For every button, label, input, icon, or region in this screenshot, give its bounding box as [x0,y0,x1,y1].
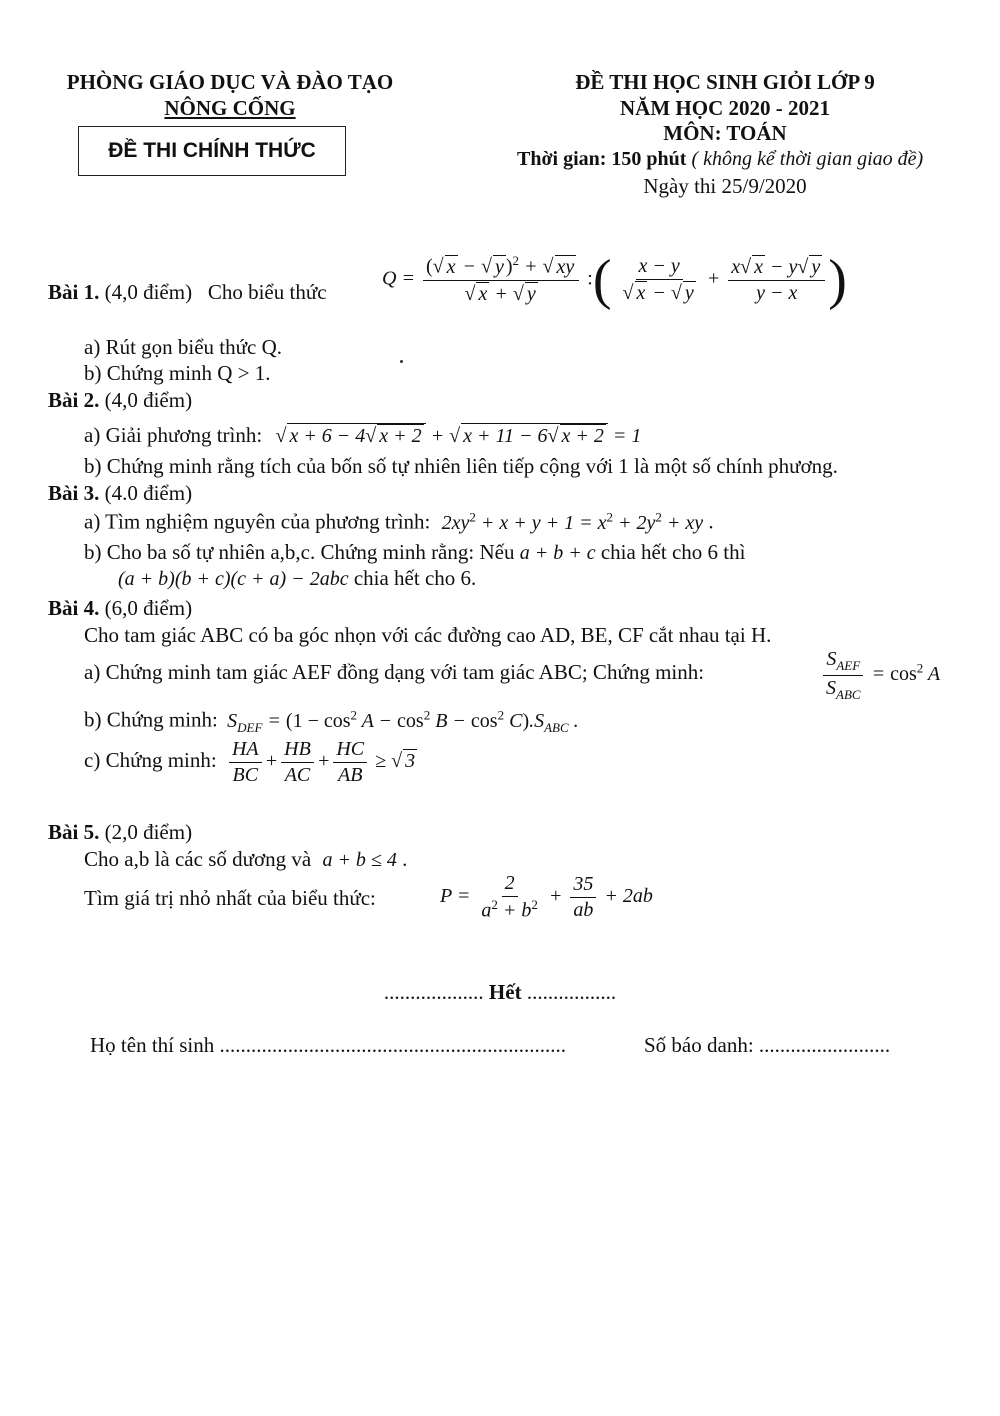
bai3-title: Bài 3. [48,481,100,505]
time-allowed [517,148,923,171]
end-left-dots: ................... [383,980,484,1004]
bai5-condition: a + b ≤ 4 [322,849,397,871]
bai4-part-b [84,707,579,736]
bai2-part-a [84,423,641,448]
candidate-name-dots: .................................................................. [219,1033,566,1057]
bai2-heading [48,388,192,413]
bai4-points: (6,0 điểm) [104,596,193,620]
candidate-id-dots: ......................... [758,1033,891,1057]
bai2-title: Bài 2. [48,388,100,412]
bai1-formula-Q: Q = $\frac{(√ x - √ y )^2 + √ xy}{√ x + √ y}$ :( $\frac{x - y}{√ x - √ y}$ + $\frac{x√ x - y√ y}{y - x}$ ) [382,249,847,311]
bai5-line1-text: Cho a,b là các số dương và [84,847,312,871]
bai3-part-b-line2 [118,566,476,591]
bai4-part-b-text: b) Chứng minh: [84,707,218,732]
bai5-formula-P: P = $\frac{2}{a^2 + b^2}$ + $\frac{35}{ab}$ + 2ab [440,872,653,922]
bai3-part-a-text: a) Tìm nghiệm nguyên của phương trình: [84,509,431,534]
candidate-id-label: Số báo danh: [644,1033,754,1057]
bai2-equation: √ x + 6 − 4√ x + 2 + √ x + 11 − 6√ x + 2 = 1 [275,425,642,447]
bai4-intro: Cho tam giác ABC có ba góc nhọn với các đường cao AD, BE, CF cắt nhau tại H. [84,623,772,647]
bai3-expression: (a + b)(b + c)(c + a) − 2abc [118,568,349,590]
candidate-name-line [90,1033,566,1058]
end-text: Hết [488,980,522,1004]
stray-dot [400,360,403,363]
bai3-heading [48,481,192,506]
exam-title: ĐỀ THI HỌC SINH GIỎI LỚP 9 [575,70,875,94]
exam-date: Ngày thi 25/9/2020 [643,174,807,198]
bai3-condition: a + b + c [519,542,596,564]
bai1-part-a: a) Rút gọn biểu thức Q. [84,335,283,359]
bai2-points: (4,0 điểm) [104,388,193,412]
bai5-heading [48,820,192,845]
bai3-points: (4.0 điểm) [104,481,193,505]
bai4-part-b-formula: $S_{DEF} = (1 - \cos^2 A - \cos^2 B - \cos^2 C).S_{ABC}$ . [227,707,579,735]
bai2-part-a-text: a) Giải phương trình: [84,423,263,447]
bai3-part-a: a) Tìm nghiệm nguyên của phương trình: $2xy^2 + x + y + 1 = x^2 + 2y^2$ + xy . [84,509,714,534]
end-right-dots: ................. [526,980,617,1004]
candidate-id-line [644,1033,890,1058]
bai5-points: (2,0 điểm) [104,820,193,844]
end-marker [380,980,620,1005]
school-year: NĂM HỌC 2020 - 2021 [620,96,830,120]
bai4-part-a-formula: $\frac{S_{AEF}}{S_{ABC}}$ = $\cos^2 A$ [820,648,940,703]
bai5-title: Bài 5. [48,820,100,844]
bai3-part-b-text3: chia hết cho 6. [353,566,477,590]
bai1-part-b: b) Chứng minh Q > 1. [84,361,271,385]
bai1-points: (4,0 điểm) [104,280,193,304]
bai2-part-b: b) Chứng minh rằng tích của bốn số tự nhiên liên tiếp cộng với 1 là một số chính phương. [84,454,838,478]
time-note: ( không kể thời gian giao đề) [691,148,924,170]
bai1-title: Bài 1. [48,280,100,304]
bai4-part-a-text: a) Chứng minh tam giác AEF đồng dạng với tam giác ABC; Chứng minh: [84,660,705,684]
bai3-part-b-text2: chia hết cho 6 thì [600,540,746,564]
bai3-part-b-text1: b) Cho ba số tự nhiên a,b,c. Chứng minh rằng: Nếu [84,540,515,564]
bai4-heading [48,596,192,621]
official-exam-stamp: ĐỀ THI CHÍNH THỨC [78,126,346,176]
bai1-intro: Cho biểu thức [207,280,327,304]
bai3-equation: $2xy^2 + x + y + 1 = x^2 + 2y^2$ + xy [441,509,704,534]
bai1-heading [48,280,327,305]
district-name: NÔNG CỐNG [164,96,296,120]
time-label: Thời gian: 150 phút [517,148,687,170]
bai3-part-b-line1 [84,540,745,565]
bai5-line2-text: Tìm giá trị nhỏ nhất của biểu thức: [84,886,376,910]
bai4-title: Bài 4. [48,596,100,620]
bai5-line1: Cho a,b là các số dương và a + b ≤ 4 . [84,847,408,871]
subject: MÔN: TOÁN [663,121,787,145]
bai4-part-c-formula: $\frac{HA}{BC}$ + $\frac{HB}{AC}$ + $\frac{HC}{AB}$ ≥ √ 3 [226,750,417,772]
department-name: PHÒNG GIÁO DỤC VÀ ĐÀO TẠO [66,70,394,94]
bai4-part-c [84,738,417,787]
bai4-part-c-text: c) Chứng minh: [84,748,217,773]
candidate-name-label: Họ tên thí sinh [90,1033,215,1057]
